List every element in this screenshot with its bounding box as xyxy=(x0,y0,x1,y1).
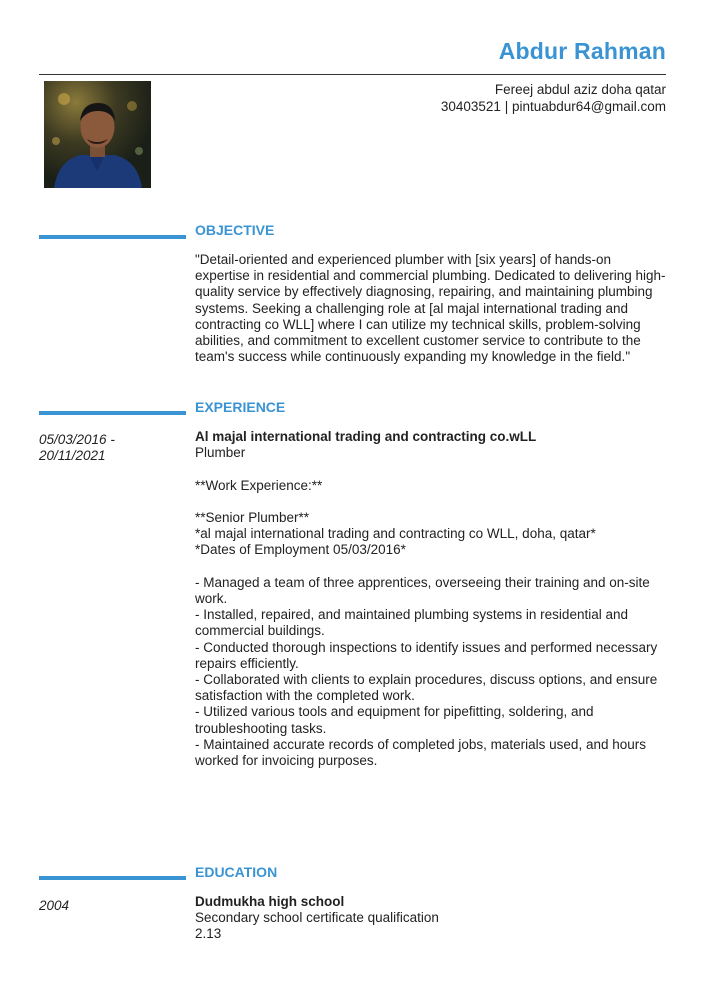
profile-photo xyxy=(44,81,151,188)
experience-line xyxy=(195,494,667,510)
education-bar xyxy=(39,876,186,880)
experience-dates xyxy=(39,432,179,464)
resume-name: Abdur Rahman xyxy=(498,38,666,64)
experience-start-date: 05/03/2016 - xyxy=(39,432,115,447)
experience-company: Al majal international trading and contracting co.wLL xyxy=(195,429,537,444)
header-divider xyxy=(39,74,666,75)
experience-line: - Utilized various tools and equipment for pipefitting, soldering, and troubleshooting tasks. xyxy=(195,704,594,736)
experience-line: - Maintained accurate records of completed jobs, materials used, and hours worked for invoicing purposes. xyxy=(195,736,646,769)
experience-details xyxy=(195,461,667,769)
contact-block xyxy=(441,81,666,115)
experience-line xyxy=(195,559,667,575)
experience-role: Plumber xyxy=(195,445,246,461)
education-year: 2004 xyxy=(39,898,70,913)
phone-email: 30403521 | pintuabdur64@gmail.com xyxy=(440,99,666,114)
experience-entry xyxy=(195,429,667,769)
objective-heading: OBJECTIVE xyxy=(195,222,275,238)
experience-line: - Conducted thorough inspections to identify issues and performed necessary repairs efficiently. xyxy=(195,639,658,671)
experience-line: **Senior Plumber** xyxy=(195,509,310,525)
education-grade: 2.13 xyxy=(195,926,222,942)
experience-line: *al majal international trading and contracting co WLL, doha, qatar* xyxy=(195,526,596,542)
experience-end-date: 20/11/2021 xyxy=(39,448,106,464)
education-qualification: Secondary school certificate qualification xyxy=(195,910,439,926)
experience-heading: EXPERIENCE xyxy=(195,399,286,415)
address: Fereej abdul aziz doha qatar xyxy=(494,82,666,97)
experience-line: **Work Experience:** xyxy=(195,477,323,493)
objective-bar xyxy=(39,235,186,239)
education-school: Dudmukha high school xyxy=(195,894,345,909)
experience-line xyxy=(195,461,667,477)
education-heading: EDUCATION xyxy=(195,864,278,880)
experience-line: - Collaborated with clients to explain procedures, discuss options, and ensure satisfaction with the completed work. xyxy=(195,672,658,704)
experience-line: - Installed, repaired, and maintained plumbing systems in residential and commercial buildings. xyxy=(195,607,628,639)
experience-line: *Dates of Employment 05/03/2016* xyxy=(195,542,406,558)
experience-line: - Managed a team of three apprentices, overseeing their training and on-site work. xyxy=(195,574,650,606)
education-entry xyxy=(195,894,667,943)
objective-text: "Detail-oriented and experienced plumber with [six years] of hands-on expertise in residential and commercial plumbing. Dedicated to delivering high-quality service by effectively diagnosing, repairing, and maintaining plumbing systems. Seeking a challenging role at [al majal international trading and contracting co WLL] where I can utilize my technical skills, problem-solving abilities, and commitment to excellent customer service to contribute to the team's success while continuously expanding my knowledge in the field." xyxy=(195,252,666,365)
experience-bar xyxy=(39,411,186,415)
